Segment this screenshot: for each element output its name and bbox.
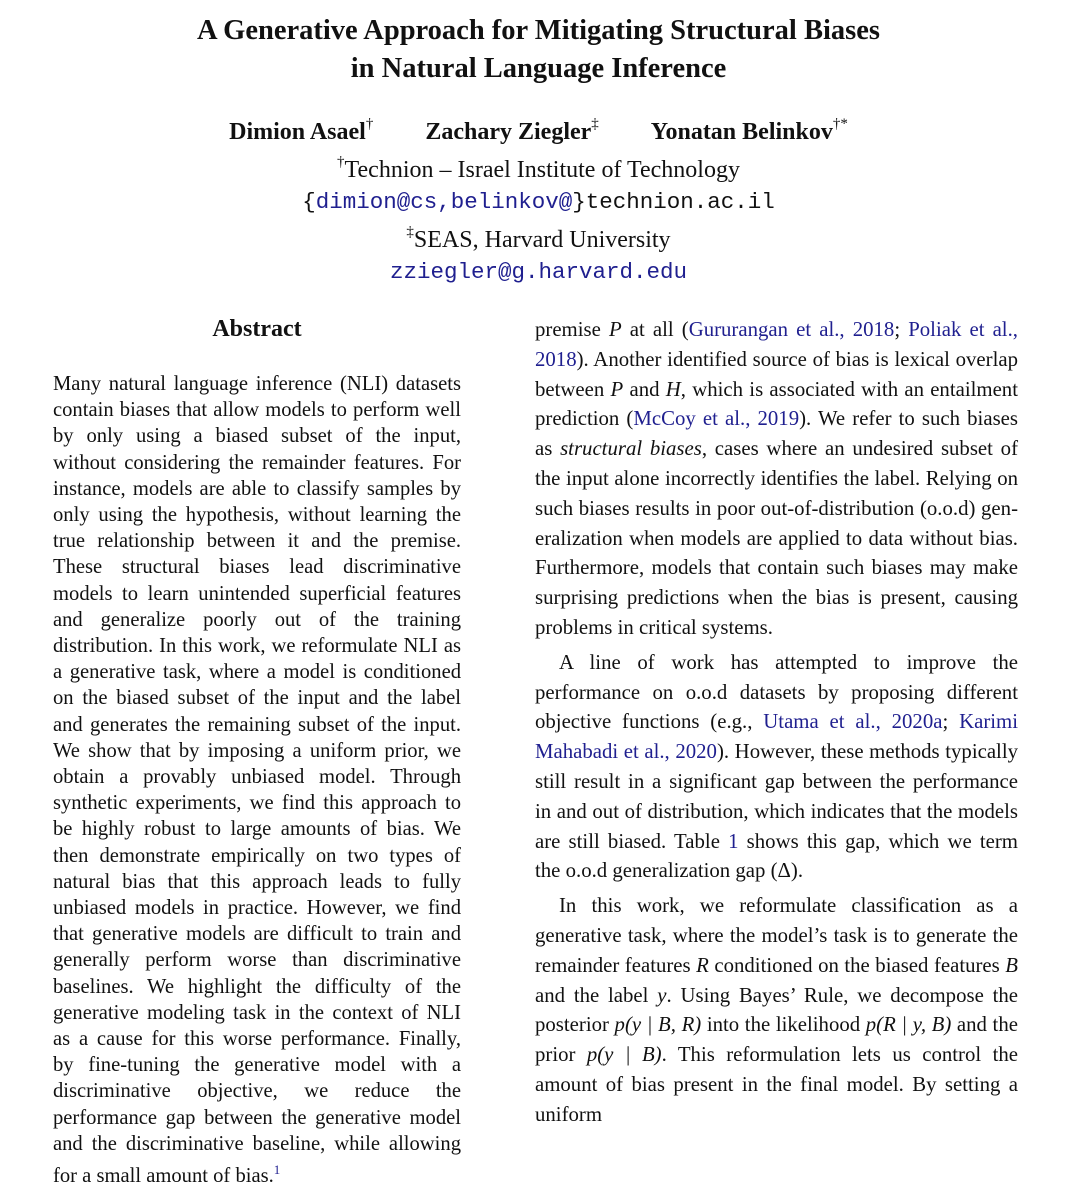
citation-link[interactable]: Utama et al., 2020a — [763, 710, 943, 734]
affiliation-harvard: ‡SEAS, Harvard University — [406, 224, 671, 253]
abstract-section — [53, 313, 461, 1189]
introduction-column — [535, 315, 1018, 1130]
citation-link[interactable]: Gururangan et al., 2018 — [688, 318, 895, 341]
abstract-heading: Abstract — [212, 316, 302, 342]
title-line-1: A Generative Approach for Mitigating Structural Biases — [197, 15, 880, 46]
author-name: Zachary Ziegler — [425, 119, 592, 145]
affiliation-technion: †Technion – Israel Institute of Technology — [337, 154, 740, 183]
citation-link[interactable]: McCoy et al., 2019 — [633, 407, 800, 431]
author-mark: †* — [832, 116, 848, 132]
intro-paragraph-3: In this work, we reformulate classification as a generative task, where the model’s task is to generate the remainder features R conditioned on the biased features B and the label y. Using Bayes’ Rule, we decompose the posterior p(y | B, R) into the likelihood p(R | y, B) and the prior p(y | B). This reformulation lets us control the amount of bias present in the final model. By setting a uniform — [535, 894, 1018, 1126]
author-block — [0, 110, 1077, 288]
intro-paragraph-1: premise P at all (Gururangan et al., 2018; Poliak et al., 2018). Another identified source of bias is lexical overlap between P and H, which is associated with an entailment prediction (McCoy et al., 2019). We refer to such biases as structural biases, cases where an undesired subset of the input alone incorrectly identifies the label. Relying on such biases results in poor out-of-distribution (o.o.d) generalization when models are applied to data without bias. Furthermore, models that contain such biases may make surprising predictions when the bias is present, causing problems in critical systems. — [535, 318, 1019, 639]
intro-paragraph-2: A line of work has attempted to improve the performance on o.o.d datasets by proposing different objective functions (e.g., Utama et al., 2020a; Karimi Mahabadi et al., 2020). However, these methods typically still result in a significant gap between the performance in and out of distribution, which indicates that the models are still biased. Table 1 shows this gap, which we term the o.o.d generalization gap (Δ). — [535, 650, 1019, 883]
author-mark: † — [365, 116, 374, 132]
paper-title — [0, 12, 1077, 88]
author-name: Yonatan Belinkov — [650, 119, 833, 145]
footnote-link[interactable]: 1 — [273, 1162, 281, 1178]
citation-link[interactable]: Poliak et al., 2018 — [535, 318, 1018, 371]
author-name: Dimion Asael — [229, 119, 366, 145]
author-mark: ‡ — [591, 116, 599, 132]
title-line-2: in Natural Language Inference — [350, 53, 727, 84]
email-technion[interactable]: {dimion@cs,belinkov@}technion.ac.il — [302, 189, 775, 215]
abstract-body: Many natural language inference (NLI) datasets contain biases that allow models to perform well by only using a biased subset of the input, without considering the remainder features. For instance, models are able to classify samples by only using the hypothesis, without learning the true relationship between it and the premise. These structural biases lead discriminative models to learn unintended superficial features and generalize poorly out of the training distribution. In this work, we reformulate NLI as a generative task, where a model is conditioned on the biased subset of the input and the label and generates the remaining subset of the input. We show that by imposing a uniform prior, we obtain a provably unbiased model. Through synthetic experiments, we find this approach to be highly robust to large amounts of bias. We then demonstrate empirically on two types of natural bias that this approach leads to fully unbiased models in practice. However, we find that generative models are difficult to train and generally perform worse than discriminative baselines. We highlight the difficulty of the generative modeling task in the context of NLI as a cause for this worse performance. Finally, by fine-tuning the generative model with a discriminative objective, we reduce the performance gap between the generative model and the discriminative baseline, while allowing for a small amount of bias.$^1$ — [53, 373, 461, 1187]
email-harvard[interactable]: zziegler@g.harvard.edu — [389, 259, 688, 285]
table-reference-link[interactable]: 1 — [728, 829, 739, 853]
author-list — [0, 110, 1077, 148]
citation-link[interactable]: Karimi Mahabadi et al., 2020 — [535, 710, 1019, 764]
